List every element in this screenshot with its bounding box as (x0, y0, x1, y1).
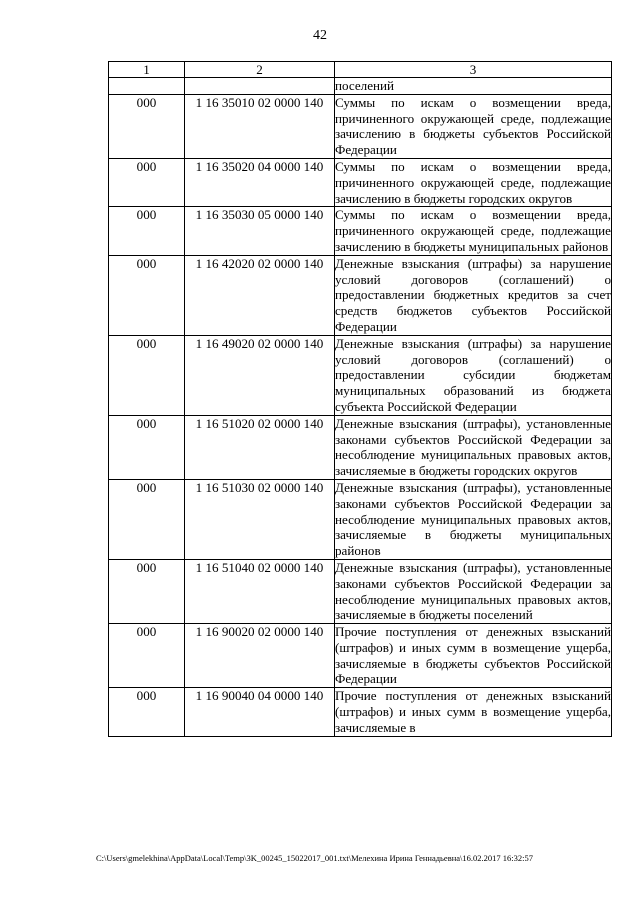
admin-code-cell: 000 (109, 559, 185, 623)
table-row (109, 335, 612, 415)
description-cell: Прочие поступления от денежных взысканий (штрафов) и иных сумм в возмещение ущерба, зачисляемые в бюджеты субъектов Российской Федерации (335, 624, 611, 687)
table-row (109, 688, 612, 736)
table-row (109, 624, 612, 688)
table-header-row (109, 62, 612, 78)
admin-code-cell: 000 (109, 479, 185, 559)
admin-code-cell: 000 (109, 158, 185, 206)
table-row (109, 479, 612, 559)
description-cell: Суммы по искам о возмещении вреда, причиненного окружающей среде, подлежащие зачислению в бюджеты муниципальных районов (335, 207, 611, 254)
description-cell: Денежные взыскания (штрафы), установленные законами субъектов Российской Федерации за несоблюдение муниципальных правовых актов, зачисляемые в бюджеты муниципальных районов (335, 479, 611, 559)
admin-code-cell: 000 (109, 335, 185, 415)
budget-code-cell: 1 16 90020 02 0000 140 (185, 624, 335, 688)
budget-code-cell: 1 16 35030 05 0000 140 (185, 207, 335, 255)
budget-code-cell: 1 16 51020 02 0000 140 (185, 415, 335, 479)
admin-code-cell: 000 (109, 415, 185, 479)
table-row (109, 94, 612, 158)
description-cell: Денежные взыскания (штрафы), установленные законами субъектов Российской Федерации за несоблюдение муниципальных правовых актов, зачисляемые в бюджеты поселений (335, 559, 611, 623)
table-body (109, 78, 612, 737)
continuation-row (109, 78, 612, 95)
table-row (109, 559, 612, 623)
table-row (109, 255, 612, 335)
table-row (109, 207, 612, 255)
admin-code-cell: 000 (109, 207, 185, 255)
table-row (109, 158, 612, 206)
page-number: 42 (313, 28, 327, 43)
admin-code-cell: 000 (109, 688, 185, 736)
description-cell: поселений (335, 78, 612, 95)
description-cell: Денежные взыскания (штрафы) за нарушение условий договоров (соглашений) о предоставлении субсидии бюджетам муниципальных образований из бюджета субъекта Российской Федерации (335, 335, 611, 414)
description-cell: Суммы по искам о возмещении вреда, причиненного окружающей среде, подлежащие зачислению в бюджеты субъектов Российской Федерации (335, 94, 611, 158)
description-cell: Денежные взыскания (штрафы), установленные законами субъектов Российской Федерации за несоблюдение муниципальных правовых актов, зачисляемые в бюджеты городских округов (335, 415, 611, 479)
budget-code-cell: 1 16 90040 04 0000 140 (185, 688, 335, 736)
admin-code-cell: 000 (109, 255, 185, 335)
description-cell: Прочие поступления от денежных взысканий (штрафов) и иных сумм в возмещение ущерба, зачисляемые в (335, 688, 611, 735)
column-header-1: 1 (109, 62, 185, 78)
admin-code-cell (109, 78, 185, 95)
table-row (109, 415, 612, 479)
budget-code-cell: 1 16 42020 02 0000 140 (185, 255, 335, 335)
admin-code-cell: 000 (109, 624, 185, 688)
admin-code-cell: 000 (109, 94, 185, 158)
budget-classification-table (108, 61, 612, 737)
description-cell: Суммы по искам о возмещении вреда, причиненного окружающей среде, подлежащие зачислению в бюджеты городских округов (335, 158, 611, 206)
budget-code-cell: 1 16 35010 02 0000 140 (185, 94, 335, 158)
description-cell: Денежные взыскания (штрафы) за нарушение условий договоров (соглашений) о предоставлении бюджетных кредитов за счет средств бюджетов субъектов Российской Федерации (335, 255, 611, 334)
budget-code-cell: 1 16 51030 02 0000 140 (185, 479, 335, 559)
budget-code-cell (185, 78, 335, 95)
budget-code-cell: 1 16 51040 02 0000 140 (185, 559, 335, 623)
footer-file-path: C:\Users\gmelekhina\AppData\Local\Temp\3K_00245_15022017_001.txt\Мелехина Ирина Геннадьевна\16.02.2017 16:32:57 (96, 853, 534, 863)
budget-code-cell: 1 16 49020 02 0000 140 (185, 335, 335, 415)
budget-code-cell: 1 16 35020 04 0000 140 (185, 158, 335, 206)
column-header-2: 2 (185, 62, 335, 78)
column-header-3: 3 (335, 62, 612, 78)
